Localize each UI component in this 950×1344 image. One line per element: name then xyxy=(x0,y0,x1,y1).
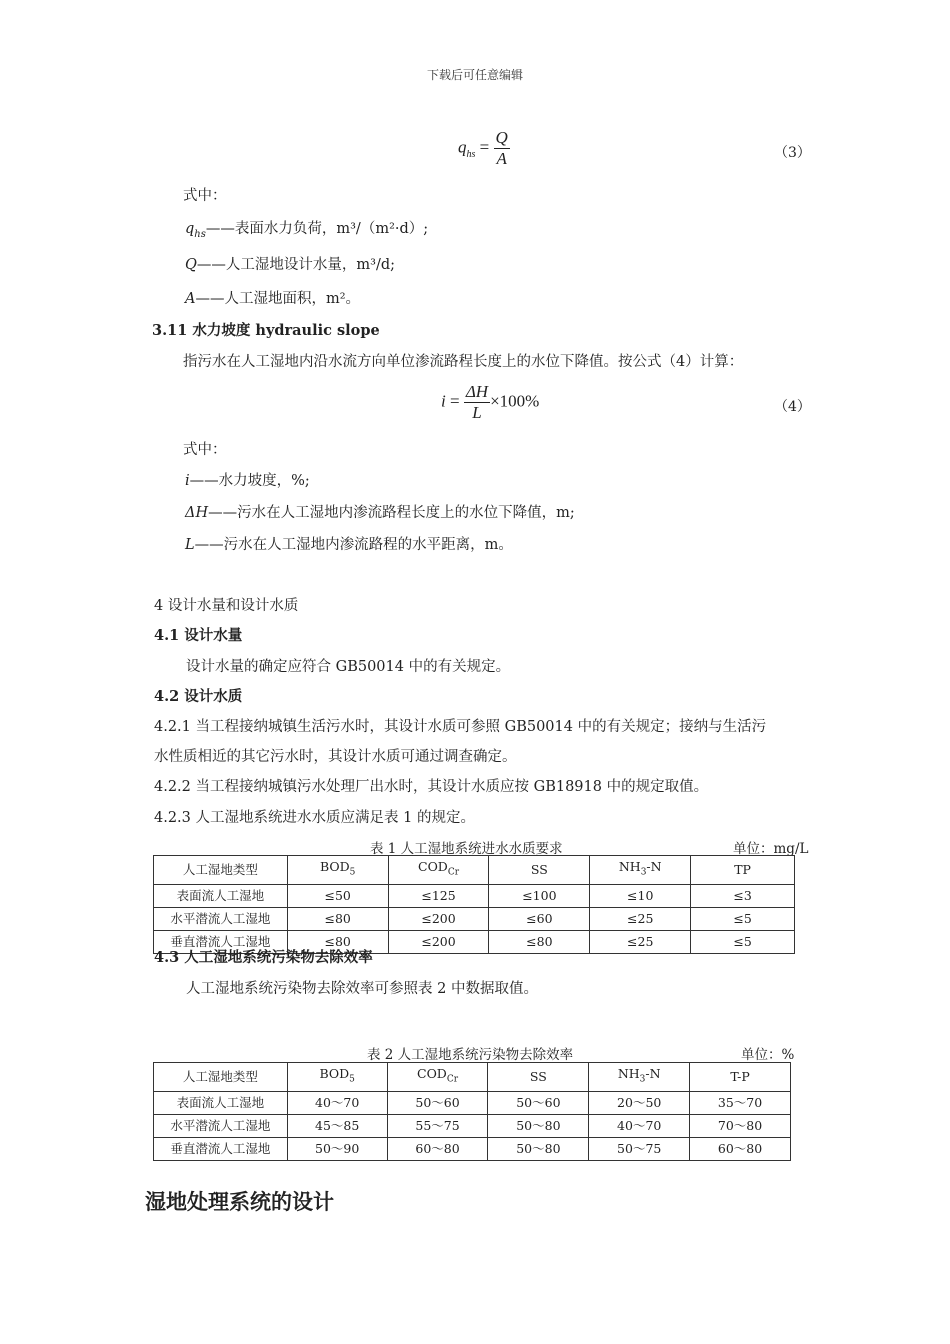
def-symbol: ΔH xyxy=(185,505,209,521)
eq3-def-a xyxy=(185,289,360,309)
section-4-3-title: 4.3 人工湿地系统污染物去除效率 xyxy=(154,949,373,966)
table-cell: 50～80 xyxy=(488,1137,589,1160)
table-cell: 50～60 xyxy=(488,1091,589,1114)
eq3-where-label: 式中： xyxy=(183,188,227,204)
table-cell: 50～60 xyxy=(387,1091,488,1114)
page-header: 下载后可任意编辑 xyxy=(426,68,523,82)
section-3-11-text: 指污水在人工湿地内沿水流方向单位渗流路程长度上的水位下降值。按公式（4）计算： xyxy=(183,354,744,370)
eq3-def-q xyxy=(185,255,395,275)
table-cell: 50～80 xyxy=(488,1114,589,1137)
table-header-cell xyxy=(388,856,489,885)
eq3-denominator: A xyxy=(496,149,507,168)
table-cell: 35～70 xyxy=(690,1091,791,1114)
table-cell: 表面流人工湿地 xyxy=(154,1091,288,1114)
def-text: ——污水在人工湿地内渗流路程长度上的水位下降值，m; xyxy=(208,505,575,521)
eq3-number: （3） xyxy=(774,145,811,161)
def-symbol: L xyxy=(185,537,195,553)
eq3-lhs: q xyxy=(458,137,467,157)
table-cell: 60～80 xyxy=(387,1137,488,1160)
header-text: BOD xyxy=(319,1066,350,1081)
table-cell: 20～50 xyxy=(589,1091,690,1114)
table-header-cell xyxy=(691,856,795,885)
eq3-numerator: Q xyxy=(495,128,508,147)
table-header-row xyxy=(154,1063,791,1092)
eq4-number: （4） xyxy=(774,399,811,415)
header-text: NH xyxy=(617,1066,640,1081)
table-header-cell xyxy=(154,1063,288,1092)
table-cell: 水平潜流人工湿地 xyxy=(154,1114,288,1137)
table-cell: ≤80 xyxy=(489,930,590,953)
def-text: ——水力坡度，%; xyxy=(189,473,310,489)
table-header-cell xyxy=(489,856,590,885)
footer-heading: 湿地处理系统的设计 xyxy=(145,1190,334,1214)
table-cell: ≤3 xyxy=(691,884,795,907)
section-4-title: 4 设计水量和设计水质 xyxy=(154,598,299,614)
def-symbol: q xyxy=(185,221,195,237)
table-row xyxy=(154,1137,791,1160)
table-cell: 70～80 xyxy=(690,1114,791,1137)
header-sub: Cr xyxy=(446,1074,459,1085)
table-header-cell xyxy=(589,1063,690,1092)
table-row xyxy=(154,1114,791,1137)
equation-4: i = $\frac{\Delta H}{L}$ ×100% xyxy=(441,382,540,422)
table2 xyxy=(153,1062,791,1161)
table2-caption: 表 2 人工湿地系统污染物去除效率 xyxy=(367,1047,574,1063)
eq3-def-qhs xyxy=(185,219,428,245)
table-cell: 40～70 xyxy=(287,1091,387,1114)
table1-unit: 单位：mg/L xyxy=(733,841,809,857)
table-cell: 50～75 xyxy=(589,1137,690,1160)
def-symbol-sub: hs xyxy=(194,228,206,240)
header-text: COD xyxy=(417,1066,447,1081)
table-cell: 40～70 xyxy=(589,1114,690,1137)
table-row xyxy=(154,884,795,907)
equation-3: $q_{hs}$ = $\frac{Q}{A}$ xyxy=(458,128,508,168)
section-4-2-3-text: 4.2.3 人工湿地系统进水水质应满足表 1 的规定。 xyxy=(154,810,475,826)
header-sub: 3 xyxy=(640,867,647,878)
table-header-cell xyxy=(387,1063,488,1092)
def-text: ——人工湿地设计水量，m³/d; xyxy=(196,257,396,273)
eq4-denominator: L xyxy=(472,403,482,422)
eq4-def-l xyxy=(185,535,513,555)
table1-caption: 表 1 人工湿地系统进水水质要求 xyxy=(370,841,563,857)
table-cell: ≤200 xyxy=(388,930,489,953)
header-sub: Cr xyxy=(447,867,460,878)
table1 xyxy=(153,855,795,954)
section-4-3-text: 人工湿地系统污染物去除效率可参照表 2 中数据取值。 xyxy=(186,981,538,997)
table-cell: 60～80 xyxy=(690,1137,791,1160)
table-header-row xyxy=(154,856,795,885)
table-cell: 垂直潜流人工湿地 xyxy=(154,1137,288,1160)
header-text: TP xyxy=(734,861,751,877)
table-header-cell xyxy=(287,1063,387,1092)
header-sub: 5 xyxy=(349,867,356,878)
header-text: 人工湿地类型 xyxy=(182,1068,258,1084)
table-cell: ≤5 xyxy=(691,930,795,953)
section-4-2-title: 4.2 设计水质 xyxy=(154,688,243,705)
def-text: ——人工湿地面积，m²。 xyxy=(195,291,361,307)
eq4-def-dh xyxy=(185,503,575,523)
section-4-1-title: 4.1 设计水量 xyxy=(154,627,243,644)
header-text: BOD xyxy=(319,859,350,874)
eq4-where-label: 式中： xyxy=(183,442,227,458)
table-cell: ≤25 xyxy=(590,907,691,930)
table-cell: ≤10 xyxy=(590,884,691,907)
table-header-cell xyxy=(287,856,388,885)
eq4-numerator: ΔH xyxy=(465,382,489,401)
header-sub: 3 xyxy=(639,1074,646,1085)
eq3-lhs-sub: hs xyxy=(466,148,476,160)
table-header-cell xyxy=(154,856,288,885)
table-cell: ≤80 xyxy=(287,930,388,953)
def-text: ——污水在人工湿地内渗流路程的水平距离，m。 xyxy=(194,537,513,553)
section-4-2-2-text: 4.2.2 当工程接纳城镇污水处理厂出水时，其设计水质应按 GB18918 中的规定取值。 xyxy=(154,779,709,795)
table-cell: 45～85 xyxy=(287,1114,387,1137)
table-cell: ≤5 xyxy=(691,907,795,930)
def-symbol: i xyxy=(185,473,190,489)
table-row xyxy=(154,907,795,930)
table-cell: ≤100 xyxy=(489,884,590,907)
table-cell: ≤125 xyxy=(388,884,489,907)
table-cell: 表面流人工湿地 xyxy=(154,884,288,907)
header-text: SS xyxy=(529,1068,547,1084)
eq3-fraction xyxy=(494,128,510,169)
section-4-1-text: 设计水量的确定应符合 GB50014 中的有关规定。 xyxy=(186,659,511,675)
eq4-def-i xyxy=(185,471,310,491)
table-cell: 垂直潜流人工湿地 xyxy=(154,930,288,953)
header-text: SS xyxy=(530,861,548,877)
header-text: NH xyxy=(618,859,641,874)
def-text: ——表面水力负荷，m³/（m²·d）; xyxy=(205,221,429,237)
section-4-2-1-line1: 4.2.1 当工程接纳城镇生活污水时，其设计水质可参照 GB50014 中的有关规定；接纳与生活污 xyxy=(154,719,767,735)
table-header-cell xyxy=(488,1063,589,1092)
eq4-tail: ×100% xyxy=(490,391,540,411)
def-symbol: Q xyxy=(185,257,197,273)
table2-unit: 单位：% xyxy=(741,1047,795,1063)
table-cell: 水平潜流人工湿地 xyxy=(154,907,288,930)
table-cell: 55～75 xyxy=(387,1114,488,1137)
table-header-cell xyxy=(590,856,691,885)
header-text: COD xyxy=(418,859,448,874)
header-text: 人工湿地类型 xyxy=(182,861,258,877)
eq4-lhs: i xyxy=(441,391,446,411)
section-4-2-1-line2: 水性质相近的其它污水时，其设计水质可通过调查确定。 xyxy=(154,749,517,765)
table-cell: ≤50 xyxy=(287,884,388,907)
table-cell: ≤60 xyxy=(489,907,590,930)
table-cell: 50～90 xyxy=(287,1137,387,1160)
table-header-cell xyxy=(690,1063,791,1092)
table-cell: ≤200 xyxy=(388,907,489,930)
section-3-11-title: 3.11 水力坡度 hydraulic slope xyxy=(152,322,380,339)
eq4-fraction xyxy=(464,382,490,423)
header-sub: 5 xyxy=(349,1074,355,1085)
def-symbol: A xyxy=(185,291,196,307)
table-cell: ≤80 xyxy=(287,907,388,930)
table-cell: ≤25 xyxy=(590,930,691,953)
table-row xyxy=(154,1091,791,1114)
header-text: -N xyxy=(645,1066,661,1081)
header-text: T-P xyxy=(730,1068,750,1084)
header-text: -N xyxy=(646,859,662,874)
